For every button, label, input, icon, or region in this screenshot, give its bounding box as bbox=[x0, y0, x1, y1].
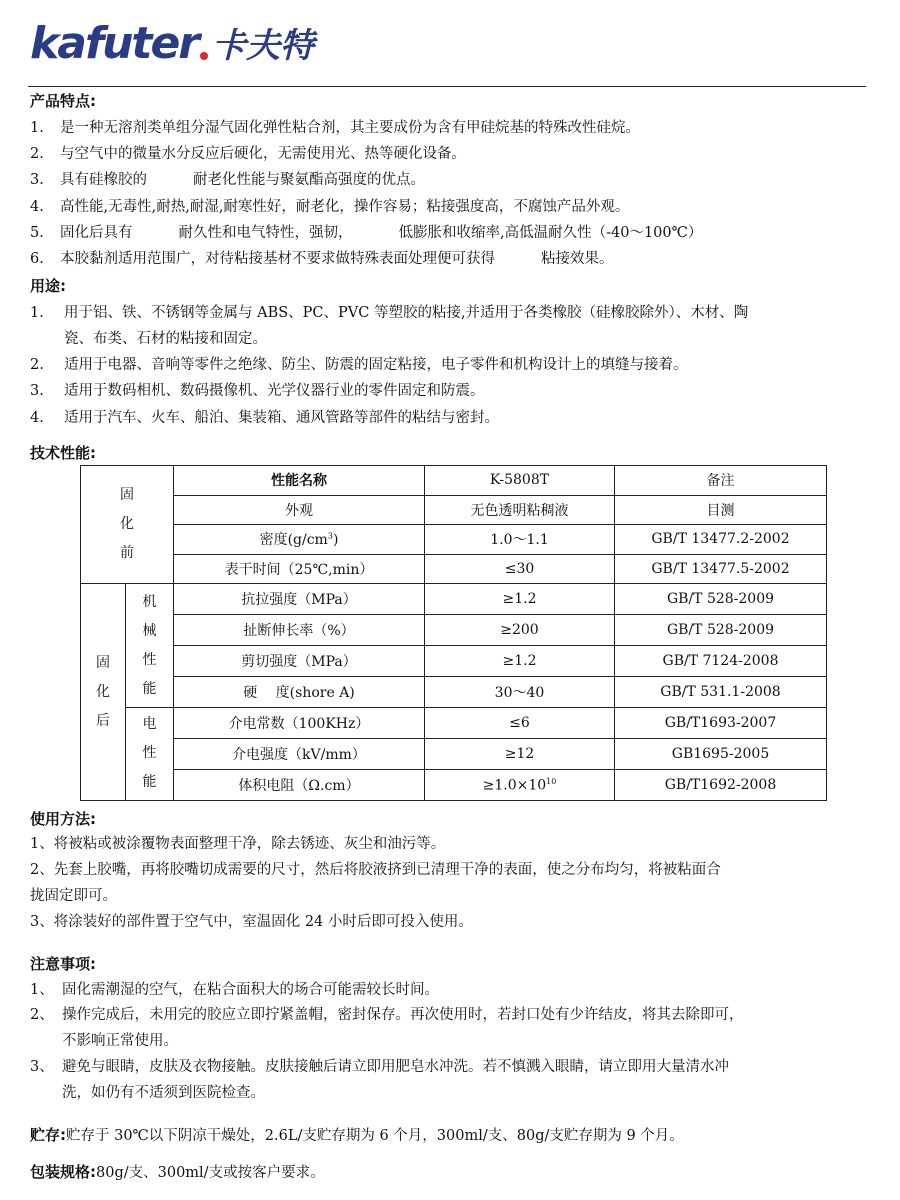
feature-text-5a: 固化后具有 bbox=[60, 225, 133, 241]
use-num-2: 2. bbox=[30, 357, 44, 373]
group-before-cell: 固 化 前 bbox=[81, 466, 174, 584]
feature-text-5c: 低膨胀和收缩率,高低温耐久性（-40～100℃） bbox=[398, 225, 703, 241]
packing-label: 包装规格: bbox=[30, 1163, 96, 1181]
feature-text-4: 高性能,无毒性,耐热,耐湿,耐寒性好，耐老化，操作容易；粘接强度高，不腐蚀产品外观。 bbox=[60, 199, 630, 215]
feature-text-3 bbox=[60, 170, 425, 190]
table-row: 体积电阻（Ω.cm） $\ge 1.0\times 10^{10}$ GB/T1692-2008 bbox=[81, 769, 827, 800]
feature-num-1: 1. bbox=[30, 120, 44, 136]
note-text-3a: 避免与眼睛，皮肤及衣物接触。皮肤接触后请立即用肥皂水冲洗。若不慎溅入眼睛，请立即用大量清水冲 bbox=[62, 1059, 729, 1075]
method-heading: 使用方法: bbox=[30, 810, 96, 828]
tech-heading: 技术性能: bbox=[30, 444, 96, 462]
feature-text-3b: 耐老化性能与聚氨酯高强度的优点。 bbox=[193, 172, 425, 188]
use-text-2: 适用于电器、音响等零件之绝缘、防尘、防震的固定粘接，电子零件和机构设计上的填缝与接着。 bbox=[64, 357, 688, 373]
packing-line bbox=[30, 1162, 325, 1183]
use-text-4: 适用于汽车、火车、船泊、集装箱、通风管路等部件的粘结与密封。 bbox=[64, 410, 499, 426]
note-text-1: 固化需潮湿的空气，在粘合面积大的场合可能需较长时间。 bbox=[62, 982, 439, 998]
note-num-1: 1、 bbox=[30, 982, 54, 998]
feature-num-2: 2. bbox=[30, 146, 44, 162]
feature-text-5b: 耐久性和电气特性，强韧， bbox=[178, 225, 353, 241]
group-after-cell: 固 化 后 bbox=[81, 584, 126, 801]
storage-label: 贮存: bbox=[30, 1126, 66, 1144]
logo-text-cn: 卡夫特 bbox=[212, 26, 314, 66]
header-value: K-5808T bbox=[425, 466, 615, 496]
logo-text-en: kafuter bbox=[30, 18, 198, 69]
notes-heading: 注意事项: bbox=[30, 955, 96, 973]
table-row: 硬 度(shore A) 30～40 GB/T 531.1-2008 bbox=[81, 677, 827, 708]
table-row: 密度$(g/cm^3)$ 1.0～1.1 GB/T 13477.2-2002 bbox=[81, 525, 827, 555]
feature-text-5 bbox=[60, 223, 702, 243]
table-row: 外观 无色透明粘稠液 目测 bbox=[81, 495, 827, 525]
table-header-row bbox=[81, 466, 827, 496]
note-num-3: 3、 bbox=[30, 1059, 54, 1075]
use-text-1b: 瓷、布类、石材的粘接和固定。 bbox=[64, 331, 267, 347]
table-row: 电 性 能 介电常数（100KHz） ≤6 GB/T1693-2007 bbox=[81, 707, 827, 738]
feature-num-4: 4. bbox=[30, 199, 44, 215]
table-row: 表干时间（25℃,min） ≤30 GB/T 13477.5-2002 bbox=[81, 554, 827, 584]
storage-text: 贮存于 30℃以下阴凉干燥处，2.6L/支贮存期为 6 个月，300ml/支、80g/支贮存期为 9 个月。 bbox=[66, 1128, 684, 1144]
method-step-3: 3、将涂装好的部件置于空气中，室温固化 24 小时后即可投入使用。 bbox=[30, 914, 473, 930]
table-row: 介电强度（kV/mm） ≥12 GB1695-2005 bbox=[81, 738, 827, 769]
elec-group-cell: 电 性 能 bbox=[126, 707, 174, 800]
feature-num-5: 5. bbox=[30, 225, 44, 241]
note-text-3b: 洗，如仍有不适须到医院检查。 bbox=[62, 1085, 265, 1101]
uses-heading: 用途: bbox=[30, 277, 66, 295]
note-text-2b: 不影响正常使用。 bbox=[62, 1033, 178, 1049]
use-num-3: 3. bbox=[30, 383, 44, 399]
use-text-1a: 用于铝、铁、不锈钢等金属与 ABS、PC、PVC 等塑胶的粘接,并适用于各类橡胶（硅橡胶除外）、木材、陶 bbox=[64, 305, 749, 321]
header-name: 性能名称 bbox=[174, 466, 425, 496]
method-step-2b: 拢固定即可。 bbox=[30, 888, 117, 904]
spec-table bbox=[80, 465, 827, 801]
feature-num-3: 3. bbox=[30, 172, 44, 188]
use-text-3: 适用于数码相机、数码摄像机、光学仪器行业的零件固定和防震。 bbox=[64, 383, 485, 399]
header-divider bbox=[28, 86, 866, 87]
brand-logo bbox=[30, 18, 314, 69]
feature-text-6b: 粘接效果。 bbox=[541, 251, 614, 267]
header-note: 备注 bbox=[615, 466, 827, 496]
packing-text: 80g/支、300ml/支或按客户要求。 bbox=[96, 1165, 325, 1181]
storage-line bbox=[30, 1125, 684, 1146]
method-step-1: 1、将被粘或被涂覆物表面整理干净，除去锈迹、灰尘和油污等。 bbox=[30, 836, 446, 852]
use-num-1: 1. bbox=[30, 305, 44, 321]
note-text-2a: 操作完成后，未用完的胶应立即拧紧盖帽，密封保存。再次使用时，若封口处有少许结皮，将其去除即可， bbox=[62, 1007, 744, 1023]
table-row: 剪切强度（MPa） ≥1.2 GB/T 7124-2008 bbox=[81, 646, 827, 677]
method-step-2a: 2、先套上胶嘴，再将胶嘴切成需要的尺寸，然后将胶液挤到已清理干净的表面，使之分布均匀，将被粘面合 bbox=[30, 862, 721, 878]
feature-text-6a: 本胶黏剂适用范围广，对待粘接基材不要求做特殊表面处理便可获得 bbox=[60, 251, 495, 267]
feature-text-6 bbox=[60, 249, 614, 269]
feature-text-1: 是一种无溶剂类单组分湿气固化弹性粘合剂，其主要成份为含有甲硅烷基的特殊改性硅烷。 bbox=[60, 120, 640, 136]
table-row: 固 化 后 机 械 性 能 抗拉强度（MPa） ≥1.2 GB/T 528-2009 bbox=[81, 584, 827, 615]
feature-num-6: 6. bbox=[30, 251, 44, 267]
feature-text-2: 与空气中的微量水分反应后硬化，无需使用光、热等硬化设备。 bbox=[60, 146, 466, 162]
mech-group-cell: 机 械 性 能 bbox=[126, 584, 174, 708]
table-row: 扯断伸长率（%） ≥200 GB/T 528-2009 bbox=[81, 615, 827, 646]
feature-text-3a: 具有硅橡胶的 bbox=[60, 172, 147, 188]
logo-dot-icon bbox=[200, 52, 208, 60]
use-num-4: 4. bbox=[30, 410, 44, 426]
note-num-2: 2、 bbox=[30, 1007, 54, 1023]
features-heading: 产品特点: bbox=[30, 92, 96, 110]
